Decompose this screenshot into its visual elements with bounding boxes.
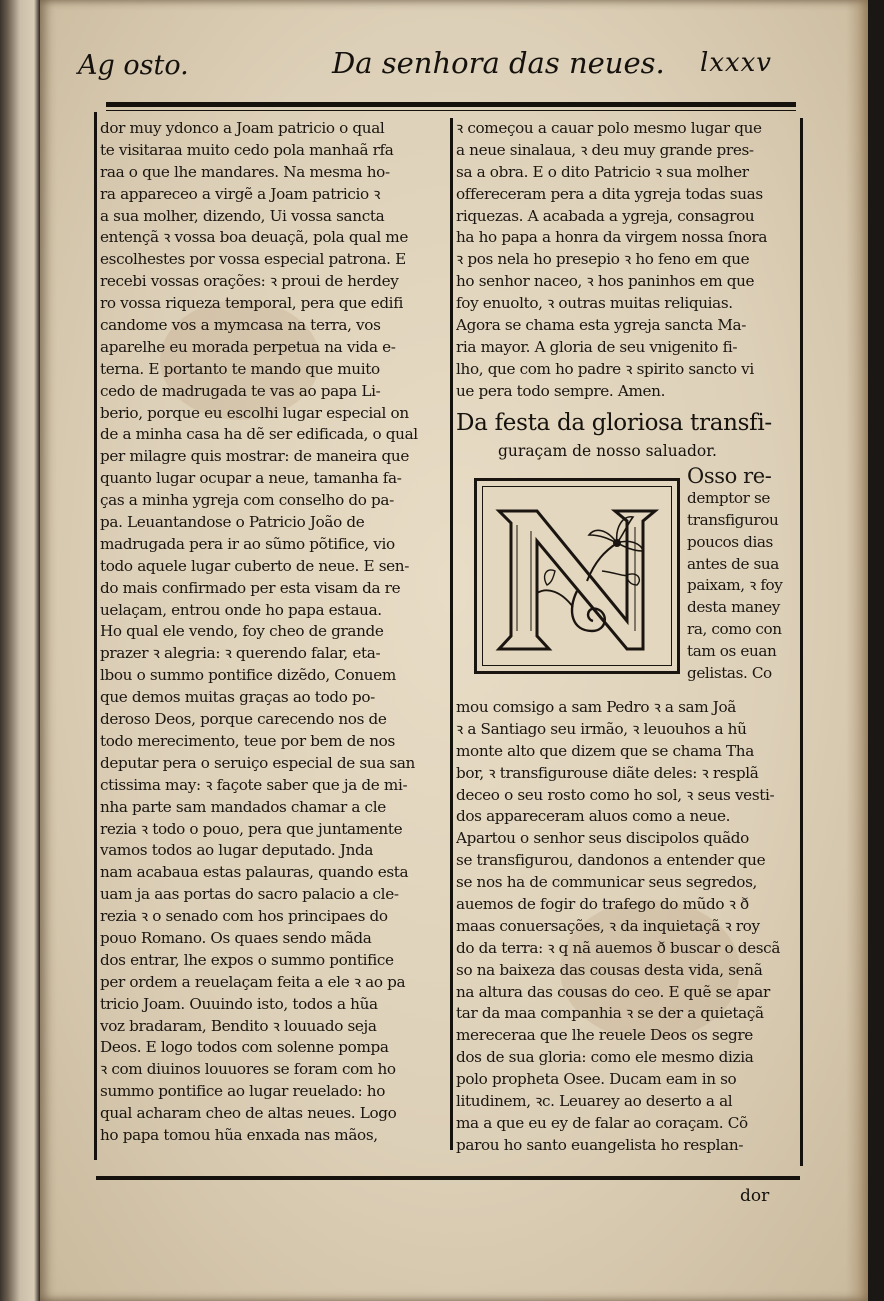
text-line: ꝛ com diuinos louuores se foram com ho: [100, 1060, 396, 1079]
text-line: entençã ꝛ vossa boa deuaçã, pola qual me: [100, 228, 408, 247]
text-line: quanto lugar ocupar a neue, tamanha fa-: [100, 469, 402, 488]
text-line: vamos todos ao lugar deputado. Jnda: [100, 841, 374, 860]
text-line: ctissima may: ꝛ façote saber que ja de mi-: [100, 775, 408, 794]
text-line: deroso Deos, porque carecendo nos de: [100, 710, 387, 729]
text-line: escolhestes por vossa especial patrona. E: [100, 250, 406, 269]
text-line: poucos dias: [687, 532, 773, 551]
text-line: litudinem, ꝛc. Leuarey ao deserto a al: [456, 1092, 733, 1111]
text-line: candome vos a mymcasa na terra, vos: [100, 316, 381, 335]
text-line: ças a minha ygreja com conselho do pa-: [100, 491, 394, 510]
text-line: rezia ꝛ todo o pouo, pera que juntamente: [100, 819, 403, 838]
text-line: demptor se: [687, 488, 770, 507]
header-month: Ag osto.: [78, 50, 189, 81]
text-line: tam os euan: [687, 642, 777, 661]
column-divider-rule: [450, 118, 453, 1150]
text-line: Agora se chama esta ygreja sancta Ma-: [456, 316, 747, 335]
decorated-initial-n: [474, 478, 680, 674]
text-line: lbou o summo pontifice dizẽdo, Conuem: [100, 666, 396, 685]
top-rule: [106, 102, 796, 107]
text-line: deceo o seu rosto como ho sol, ꝛ seus vesti-: [456, 785, 775, 804]
text-line: de a minha casa ha dẽ ser edificada, o qual: [100, 425, 418, 444]
text-line: Osso re-: [687, 466, 772, 488]
text-line: berio, porque eu escolhi lugar especial on: [100, 403, 409, 422]
text-line: do da terra: ꝛ q nã auemos ð buscar o descã: [456, 938, 781, 957]
text-line: parou ho santo euangelista ho resplan-: [456, 1135, 744, 1154]
text-line: deputar pera o seruiço especial de sua san: [100, 753, 415, 772]
text-line: ho senhor naceo, ꝛ hos paninhos em que: [456, 272, 755, 291]
text-line: per ordem a reuelaçam feita a ele ꝛ ao pa: [100, 972, 406, 991]
text-line: lho, que com ho padre ꝛ spirito sancto vi: [456, 359, 754, 378]
text-line: a sua molher, dizendo, Ui vossa sancta: [100, 206, 385, 225]
text-line: ra, como con: [687, 620, 782, 639]
text-line: polo propheta Osee. Ducam eam in so: [456, 1070, 737, 1089]
text-line: ma a que eu ey de falar ao coraçam. Cõ: [456, 1113, 748, 1132]
text-line: tricio Joam. Ouuindo isto, todos a hũa: [100, 994, 378, 1013]
text-line: ꝛ pos nela ho presepio ꝛ ho feno em que: [456, 250, 750, 269]
text-line: ro vossa riqueza temporal, pera que edifi: [100, 294, 403, 313]
text-line: ria mayor. A gloria de seu vnigenito fi-: [456, 337, 738, 356]
text-line: dos appareceram aluos como a neue.: [456, 807, 731, 826]
text-line: aparelhe eu morada perpetua na vida e-: [100, 337, 396, 356]
text-line: recebi vossas orações: ꝛ proui de herdey: [100, 272, 399, 291]
text-line: antes de sua: [687, 554, 779, 573]
section-heading: Da festa da gloriosa transfi-: [456, 410, 772, 436]
book-gutter: [0, 0, 40, 1301]
text-line: uelaçam, entrou onde ho papa estaua.: [100, 600, 382, 619]
bottom-rule: [96, 1176, 800, 1180]
text-line: offereceram pera a dita ygreja todas suas: [456, 184, 763, 203]
text-line: sa a obra. E o dito Patricio ꝛ sua molher: [456, 162, 749, 181]
text-line: gelistas. Co: [687, 664, 772, 683]
text-line: a neue sinalaua, ꝛ deu muy grande pres-: [456, 140, 754, 159]
text-line: maas conuersações, ꝛ da inquietaçã ꝛ roy: [456, 916, 760, 935]
text-line: monte alto que dizem que se chama Tha: [456, 741, 754, 760]
text-line: auemos de fogir do trafego do mũdo ꝛ ð: [456, 895, 749, 914]
text-line: pouo Romano. Os quaes sendo mãda: [100, 928, 372, 947]
left-column-rule: [94, 112, 97, 1160]
text-line: pa. Leuantandose o Patricio João de: [100, 513, 365, 532]
text-line: riquezas. A acabada a ygreja, consagrou: [456, 206, 755, 225]
text-line: Deos. E logo todos com solenne pompa: [100, 1038, 389, 1057]
text-line: voz bradaram, Bendito ꝛ louuado seja: [100, 1016, 377, 1035]
text-line: so na baixeza das cousas desta vida, senã: [456, 960, 763, 979]
text-line: dor muy ydonco a Joam patricio o qual: [100, 119, 385, 137]
book-page: [40, 0, 868, 1301]
left-text-column: [100, 118, 448, 1147]
text-line: ha ho papa a honra da virgem nossa ſnora: [456, 228, 768, 247]
text-line: todo merecimento, teue por bem de nos: [100, 731, 395, 750]
text-line: nam acabaua estas palauras, quando esta: [100, 863, 409, 882]
text-line: paixam, ꝛ foy: [687, 576, 783, 595]
running-header: [40, 40, 868, 84]
text-line: uam ja aas portas do sacro palacio a cle-: [100, 885, 399, 904]
text-line: summo pontifice ao lugar reuelado: ho: [100, 1082, 386, 1101]
floral-initial-illustration: [477, 481, 677, 671]
text-beside-initial: [687, 466, 797, 685]
text-line: dos de sua gloria: como ele mesmo dizia: [456, 1048, 754, 1067]
section-heading-continued: guraçam de nosso saluador.: [498, 442, 717, 460]
text-line: ra appareceo a virgẽ a Joam patricio ꝛ: [100, 184, 381, 203]
right-column-rule: [800, 118, 803, 1166]
text-line: ue pera todo sempre. Amen.: [456, 381, 666, 400]
text-line: se transfigurou, dandonos a entender que: [456, 851, 766, 870]
top-rule-thin: [106, 110, 796, 111]
right-text-column-bottom: [456, 697, 796, 1157]
text-line: ꝛ a Santiago seu irmão, ꝛ leuouhos a hũ: [456, 719, 747, 738]
text-line: bor, ꝛ transfigurouse diãte deles: ꝛ resplã: [456, 763, 759, 782]
header-folio-number: lxxxv: [700, 48, 772, 78]
text-line: na altura das cousas do ceo. E quẽ se apar: [456, 982, 770, 1001]
text-line: per milagre quis mostrar: de maneira que: [100, 447, 409, 466]
text-line: raa o que lhe mandares. Na mesma ho-: [100, 162, 390, 181]
text-line: terna. E portanto te mando que muito: [100, 359, 380, 378]
text-line: nha parte sam mandados chamar a cle: [100, 797, 386, 816]
text-line: ꝛ começou a cauar polo mesmo lugar que: [456, 119, 762, 137]
text-line: mereceraa que lhe reuele Deos os segre: [456, 1026, 753, 1045]
text-line: qual acharam cheo de altas neues. Logo: [100, 1104, 397, 1123]
text-line: Ho qual ele vendo, foy cheo de grande: [100, 622, 384, 641]
text-line: madrugada pera ir ao sũmo põtifice, vio: [100, 534, 395, 553]
text-line: transfigurou: [687, 510, 779, 529]
text-line: todo aquele lugar cuberto de neue. E sen-: [100, 556, 409, 575]
text-line: prazer ꝛ alegria: ꝛ querendo falar, eta-: [100, 644, 381, 663]
text-line: mou comsigo a sam Pedro ꝛ a sam Joã: [456, 698, 737, 716]
text-line: ho papa tomou hũa enxada nas mãos,: [100, 1125, 378, 1144]
text-line: cedo de madrugada te vas ao papa Li-: [100, 381, 381, 400]
text-line: rezia ꝛ o senado com hos principaes do: [100, 907, 388, 926]
text-line: desta maney: [687, 598, 780, 617]
text-line: do mais confirmado per esta visam da re: [100, 578, 401, 597]
text-line: foy enuolto, ꝛ outras muitas reliquias.: [456, 294, 733, 313]
right-text-column-top: [456, 118, 796, 403]
text-line: se nos ha de communicar seus segredos,: [456, 873, 758, 892]
text-line: dos entrar, lhe expos o summo pontifice: [100, 950, 394, 969]
header-title: Da senhora das neues.: [332, 46, 665, 80]
catchword: dor: [740, 1186, 770, 1206]
text-line: que demos muitas graças ao todo po-: [100, 688, 375, 707]
text-line: Apartou o senhor seus discipolos quãdo: [456, 829, 749, 848]
text-line: tar da maa companhia ꝛ se der a quietaçã: [456, 1004, 764, 1023]
text-line: te visitaraa muito cedo pola manhaã rfa: [100, 140, 394, 159]
